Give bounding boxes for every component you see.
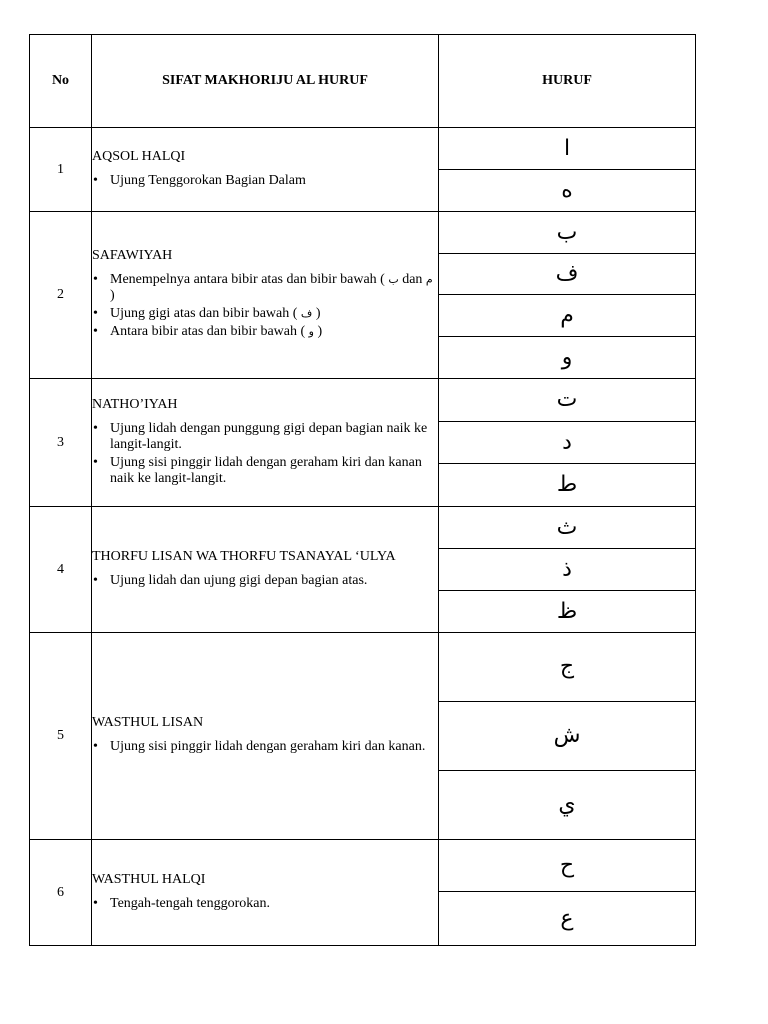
- sifat-title: SAFAWIYAH: [92, 248, 173, 263]
- table-row-5: [30, 633, 696, 702]
- header-row: [30, 35, 696, 128]
- sifat-cell: [92, 840, 439, 946]
- table-row-3: [30, 379, 696, 422]
- sifat-title: AQSOL HALQI: [92, 148, 186, 164]
- sifat-cell: [92, 507, 439, 633]
- sifat-title: NATHO’IYAH: [92, 396, 178, 412]
- huruf-cell: ج: [439, 633, 696, 702]
- sifat-point: • Antara bibir atas dan bibir bawah ( و ): [110, 324, 438, 340]
- row-number: 5: [30, 633, 92, 840]
- row-number: 6: [30, 840, 92, 946]
- table-row-6: [30, 840, 696, 892]
- sifat-point: • Ujung lidah dengan punggung gigi depan bagian naik ke langit-langit.: [110, 421, 438, 453]
- huruf-cell: ح: [439, 840, 696, 892]
- sifat-cell: [92, 128, 439, 212]
- huruf-cell: د: [439, 422, 696, 464]
- huruf-cell: م: [439, 295, 696, 337]
- huruf-cell: ذ: [439, 549, 696, 591]
- sifat-cell: [92, 379, 439, 507]
- huruf-cell: ت: [439, 379, 696, 422]
- table-row-2: [30, 212, 696, 254]
- table-row-1: [30, 128, 696, 170]
- sifat-title: THORFU LISAN WA THORFU TSANAYAL ‘ULYA: [92, 548, 396, 564]
- huruf-cell: ظ: [439, 591, 696, 633]
- sifat-points: [92, 573, 438, 589]
- sifat-cell: [92, 212, 439, 379]
- sifat-title: WASTHUL HALQI: [92, 871, 206, 887]
- sifat-cell: [92, 633, 439, 840]
- row-number: 3: [30, 379, 92, 507]
- sifat-title: WASTHUL LISAN: [92, 715, 204, 730]
- huruf-cell: ب: [439, 212, 696, 254]
- huruf-cell: ي: [439, 771, 696, 840]
- table-row-4: [30, 507, 696, 549]
- huruf-cell: ا: [439, 128, 696, 170]
- sifat-points: [92, 739, 438, 755]
- huruf-cell: ث: [439, 507, 696, 549]
- header-sifat: SIFAT MAKHORIJU AL HURUF: [92, 35, 439, 128]
- sifat-point: • Tengah-tengah tenggorokan.: [110, 896, 438, 912]
- header-no: No: [30, 35, 92, 128]
- sifat-points: [92, 173, 438, 189]
- huruf-cell: ع: [439, 892, 696, 946]
- huruf-cell: ف: [439, 254, 696, 295]
- sifat-point: • Ujung sisi pinggir lidah dengan geraham kiri dan kanan.: [110, 739, 438, 755]
- sifat-points: [92, 896, 438, 912]
- row-number: 2: [30, 212, 92, 379]
- huruf-cell: ط: [439, 464, 696, 507]
- row-number: 1: [30, 128, 92, 212]
- huruf-cell: و: [439, 337, 696, 379]
- sifat-points: [92, 421, 438, 487]
- sifat-point: • Ujung Tenggorokan Bagian Dalam: [110, 173, 438, 189]
- huruf-cell: ش: [439, 702, 696, 771]
- sifat-points: [92, 272, 438, 340]
- sifat-point: • Ujung lidah dan ujung gigi depan bagian atas.: [110, 573, 438, 589]
- huruf-cell: ه: [439, 170, 696, 212]
- header-huruf: HURUF: [439, 35, 696, 128]
- sifat-point: • Ujung gigi atas dan bibir bawah ( ف ): [110, 306, 438, 322]
- row-number: 4: [30, 507, 92, 633]
- sifat-point: • Menempelnya antara bibir atas dan bibir bawah ( ب dan م ): [110, 272, 438, 304]
- makhraj-table: [29, 34, 696, 946]
- sifat-point: • Ujung sisi pinggir lidah dengan geraham kiri dan kanan naik ke langit-langit.: [110, 455, 438, 487]
